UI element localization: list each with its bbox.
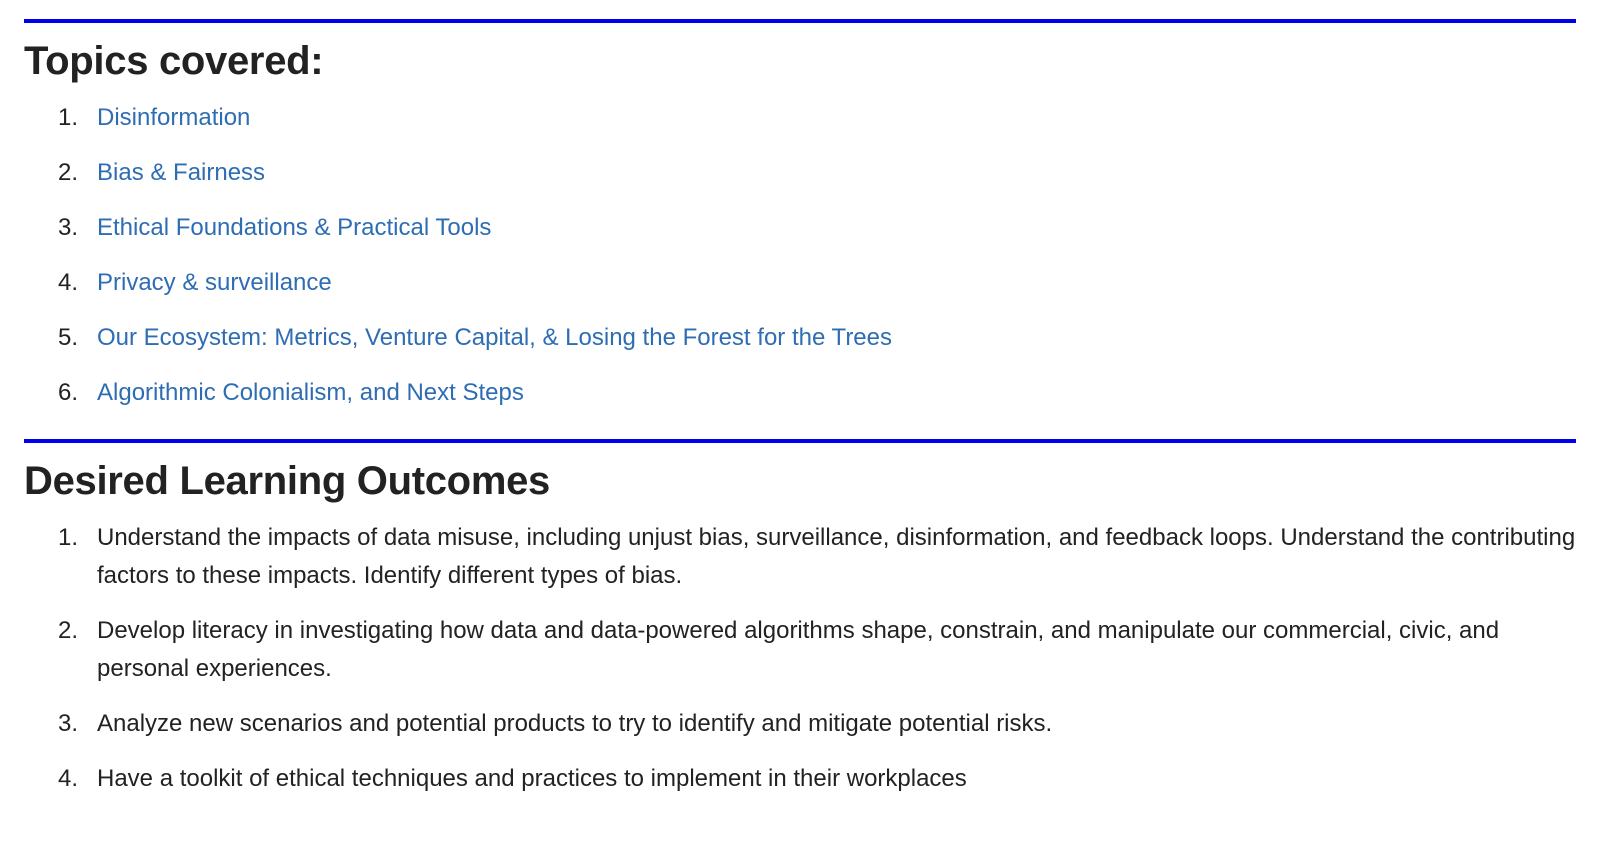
list-number: 1. (58, 104, 79, 131)
list-number: 4. (58, 765, 79, 792)
outcome-text: Develop literacy in investigating how data and data-powered algorithms shape, constrain, and manipulate our commercial, civic, and personal experiences. (97, 617, 1500, 682)
section-divider (24, 19, 1576, 23)
list-item (24, 154, 1576, 192)
section-divider (24, 439, 1576, 443)
list-number: 2. (58, 159, 79, 186)
outcome-text: Have a toolkit of ethical techniques and practices to implement in their workplaces (97, 765, 967, 792)
list-number: 1. (58, 524, 79, 551)
list-number: 3. (58, 710, 79, 737)
list-number: 6. (58, 379, 79, 406)
outcomes-heading: Desired Learning Outcomes (24, 459, 550, 503)
list-number: 5. (58, 324, 79, 351)
list-item (24, 264, 1576, 302)
list-item (24, 209, 1576, 247)
topic-link-our-ecosystem[interactable]: Our Ecosystem: Metrics, Venture Capital, & Losing the Forest for the Trees (97, 324, 892, 351)
list-item (24, 612, 1576, 688)
list-item (24, 99, 1576, 137)
topic-link-disinformation[interactable]: Disinformation (97, 104, 251, 131)
list-number: 2. (58, 617, 79, 644)
topic-link-privacy-surveillance[interactable]: Privacy & surveillance (97, 269, 332, 296)
list-item (24, 374, 1576, 412)
topic-link-algorithmic-colonialism[interactable]: Algorithmic Colonialism, and Next Steps (97, 379, 524, 406)
page-content (24, 0, 1576, 798)
outcome-text: Understand the impacts of data misuse, including unjust bias, surveillance, disinformation, and feedback loops. Understand the contributing factors to these impacts. Identify different types of bias. (97, 524, 1576, 589)
list-number: 3. (58, 214, 79, 241)
list-item (24, 760, 1576, 798)
topics-section (24, 37, 1576, 412)
outcomes-list (24, 519, 1576, 798)
list-item (24, 319, 1576, 357)
outcome-text: Analyze new scenarios and potential products to try to identify and mitigate potential risks. (97, 710, 1053, 737)
outcomes-section (24, 457, 1576, 798)
topics-list (24, 99, 1576, 412)
topic-link-bias-fairness[interactable]: Bias & Fairness (97, 159, 266, 186)
list-item (24, 519, 1576, 595)
topics-heading: Topics covered: (24, 39, 324, 83)
list-item (24, 705, 1576, 743)
list-number: 4. (58, 269, 79, 296)
topic-link-ethical-foundations[interactable]: Ethical Foundations & Practical Tools (97, 214, 492, 241)
